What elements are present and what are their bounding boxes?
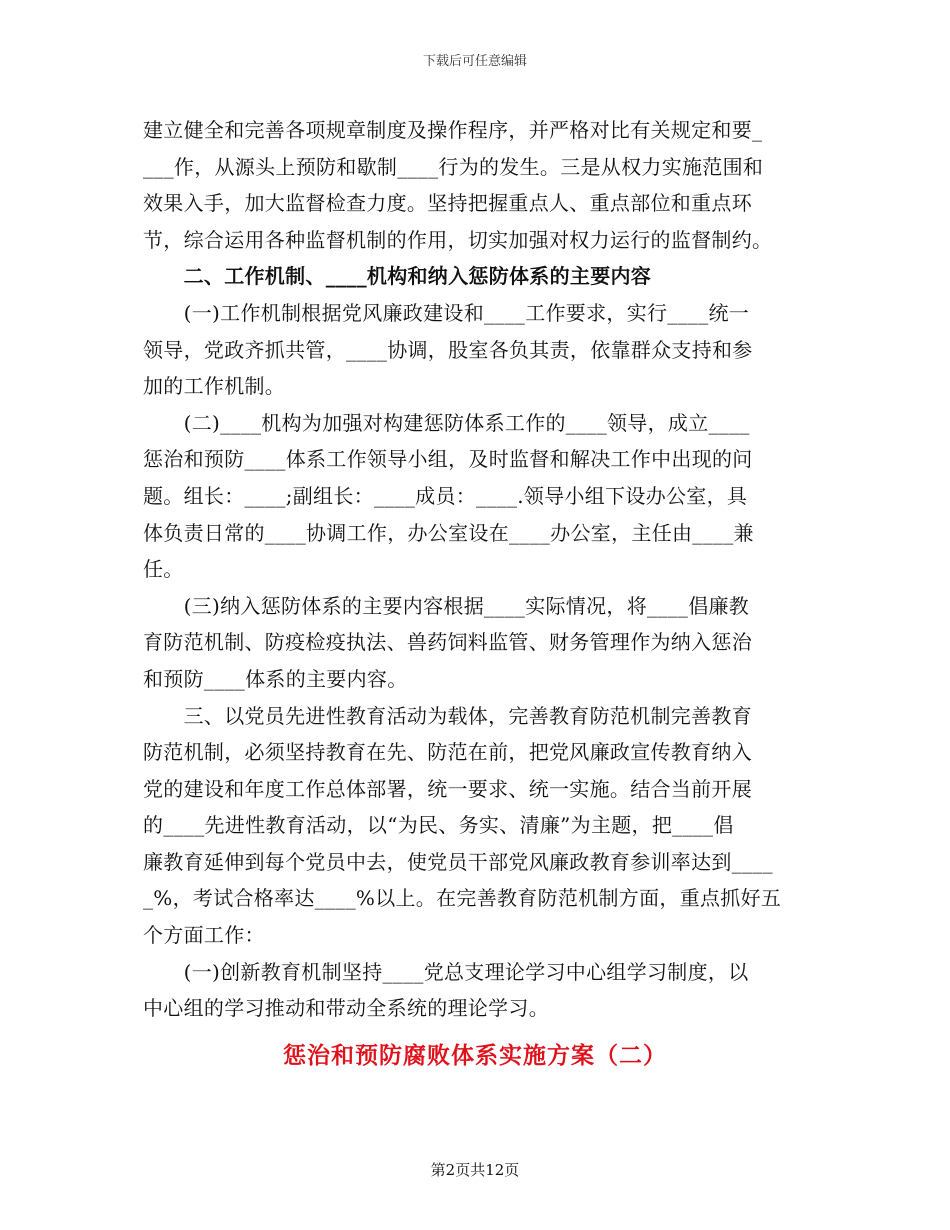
body-text-line: 三、以党员先进性教育活动为载体，完善教育防范机制完善教育 [143,703,752,728]
body-text-line: ___作，从源头上预防和歇制____行为的发生。三是从权力实施范围和 [143,154,764,179]
body-text-line: 加的工作机制。 [143,374,286,399]
body-text-line: 领导，党政齐抓共管，____协调，股室各负其责，依靠群众支持和参 [143,337,753,362]
section-title: 惩治和预防腐败体系实施方案（二） [283,1042,667,1069]
page-footer: 第2页共12页 [430,1161,520,1179]
body-text-line: 任。 [143,557,184,582]
body-text-line: (一)创新教育机制坚持____党总支理论学习中心组学习制度，以 [143,959,749,984]
body-text-line: (一)工作机制根据党风廉政建设和____工作要求，实行____统一 [143,300,750,325]
body-text-line: 的____先进性教育活动，以“为民、务实、清廉”为主题，把____倡 [143,813,734,838]
body-text-line: 党的建设和年度工作总体部署，统一要求、统一实施。结合当前开展 [143,776,752,801]
body-text-line: 中心组的学习推动和带动全系统的理论学习。 [143,996,549,1021]
body-text-line: 廉教育延伸到每个党员中去，使党员干部党风廉政教育参训率达到____ [143,849,773,874]
section-heading-line: 二、工作机制、____机构和纳入惩防体系的主要内容 [143,264,652,289]
body-text-line: 体负责日常的____协调工作，办公室设在____办公室，主任由____兼 [143,520,754,545]
body-text-line: (二)____机构为加强对构建惩防体系工作的____领导，成立____ [143,410,750,435]
body-text-line: 防范机制，必须坚持教育在先、防范在前，把党风廉政宣传教育纳入 [143,740,752,765]
body-text-line: 惩治和预防____体系工作领导小组，及时监督和解决工作中出现的问 [143,447,753,472]
body-text-line: 育防范机制、防疫检疫执法、兽药饲料监管、财务管理作为纳入惩治 [143,630,752,655]
body-text-line: 节，综合运用各种监督机制的作用，切实加强对权力运行的监督制约。 [143,227,773,252]
document-body [143,112,805,1027]
body-text-line: 和预防____体系的主要内容。 [143,666,408,691]
body-text-line: 题。组长：____;副组长：____成员：____.领导小组下设办公室，具 [143,483,748,508]
page-header-note: 下载后可任意编辑 [422,54,527,69]
body-text-line: 效果入手，加大监督检查力度。坚持把握重点人、重点部位和重点环 [143,191,752,216]
body-text-line: (三)纳入惩防体系的主要内容根据____实际情况，将____倡廉教 [143,593,750,618]
body-text-line: 个方面工作： [143,923,265,948]
body-text-line: _%，考试合格率达____%以上。在完善教育防范机制方面，重点抓好五 [143,886,782,911]
body-text-line: 建立健全和完善各项规章制度及操作程序，并严格对比有关规定和要_ [143,118,763,142]
